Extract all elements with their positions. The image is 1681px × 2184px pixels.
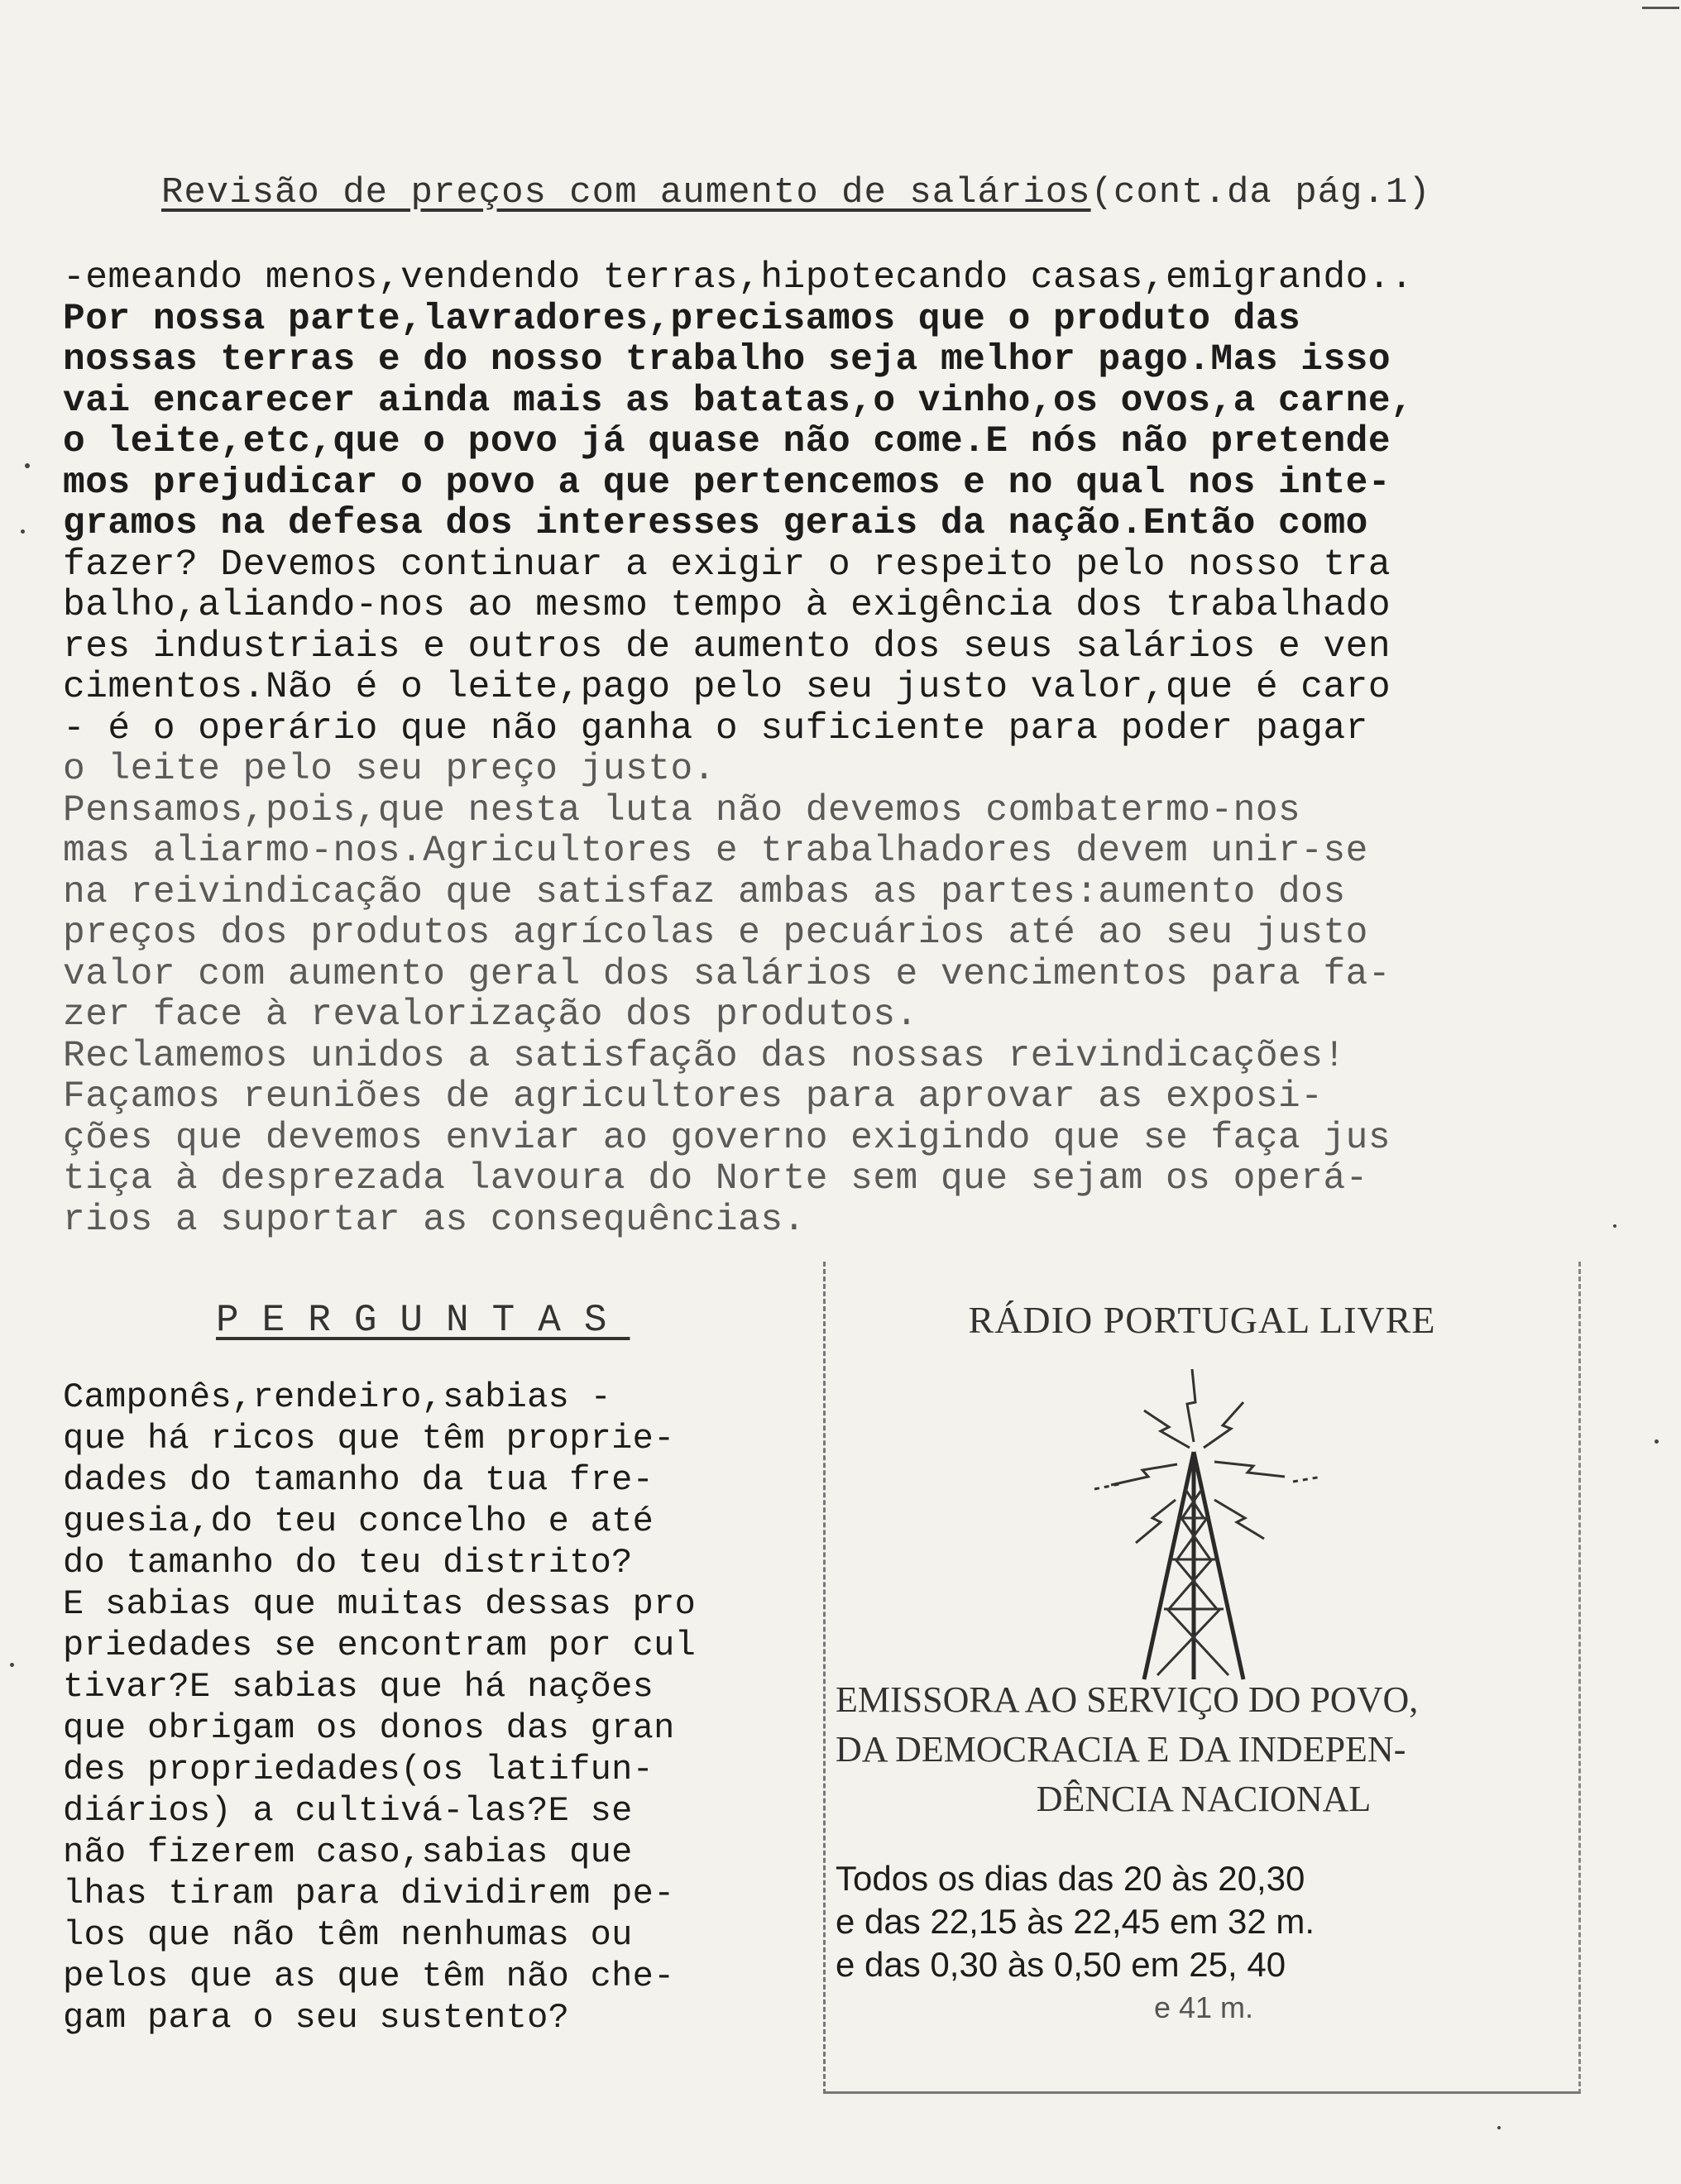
schedule-line: Todos os dias das 20 às 20,30 <box>836 1859 1305 1898</box>
schedule-line: e 41 m. <box>1153 1990 1254 2024</box>
radio-desc-line: DÊNCIA NACIONAL <box>1036 1779 1372 1819</box>
article-line: Por nossa parte,lavradores,precisamos que o produto das <box>63 298 1301 340</box>
perguntas-line: gam para o seu sustento? <box>63 1998 570 2038</box>
perguntas-line: los que não têm nenhumas ou <box>63 1915 633 1955</box>
article-line: mos prejudicar o povo a que pertencemos e no qual nos inte- <box>63 462 1391 504</box>
radio-description <box>836 1675 1572 1824</box>
radio-title: RÁDIO PORTUGAL LIVRE <box>968 1299 1436 1341</box>
article-line: Pensamos,pois,que nesta luta não devemos combatermo-nos <box>63 789 1301 831</box>
article-body <box>63 258 1568 1241</box>
article-line: cimentos.Não é o leite,pago pelo seu justo valor,que é caro <box>63 667 1391 708</box>
perguntas-line: tivar?E sabias que há nações <box>63 1667 654 1707</box>
article-line: - é o operário que não ganha o suficiente para poder pagar <box>63 707 1368 750</box>
perguntas-line: priedades se encontram por cul <box>63 1626 697 1665</box>
perguntas-title: PERGUNTAS <box>216 1299 630 1342</box>
radio-tower-icon <box>1045 1353 1343 1684</box>
article-line: o leite,etc,que o povo já quase não come.E nós não pretende <box>63 421 1391 462</box>
article-title: Revisão de preços com aumento de salários <box>161 172 1091 213</box>
perguntas-line: Camponês,rendeiro,sabias - <box>63 1377 612 1417</box>
perguntas-line: E sabias que muitas dessas pro <box>63 1584 697 1624</box>
article-line: ções que devemos enviar ao governo exigindo que se faça jus <box>63 1117 1391 1159</box>
print-speck <box>1613 1224 1616 1228</box>
print-speck <box>25 463 30 468</box>
print-speck <box>21 529 25 534</box>
perguntas-body <box>63 1377 807 2038</box>
article-line: tiça à desprezada lavoura do Norte sem que sejam os operá- <box>63 1158 1368 1200</box>
radio-desc-line: DA DEMOCRACIA E DA INDEPEN- <box>836 1729 1406 1770</box>
article-line: valor com aumento geral dos salários e vencimentos para fa- <box>63 953 1391 995</box>
article-line: gramos na defesa dos interesses gerais da nação.Então como <box>63 503 1368 544</box>
schedule-line: e das 0,30 às 0,50 em 25, 40 <box>836 1945 1286 1984</box>
radio-portugal-livre-box <box>823 1262 1581 2094</box>
radio-desc-line: EMISSORA AO SERVIÇO DO POVO, <box>836 1679 1419 1720</box>
perguntas-line: do tamanho do teu distrito? <box>63 1543 633 1583</box>
article-line: Reclamemos unidos a satisfação das nossas reivindicações! <box>63 1035 1346 1077</box>
print-speck <box>1655 1439 1659 1444</box>
article-continuation: (cont.da pág.1) <box>1090 172 1431 213</box>
perguntas-line: que obrigam os donos das gran <box>63 1708 675 1748</box>
article-line: Façamos reuniões de agricultores para aprovar as exposi- <box>63 1076 1324 1118</box>
perguntas-line: lhas tiram para dividirem pe- <box>63 1874 675 1913</box>
article-line: vai encarecer ainda mais as batatas,o vinho,os ovos,a carne, <box>63 380 1414 422</box>
article-line: balho,aliando-nos ao mesmo tempo à exigência dos trabalhado <box>63 585 1391 626</box>
perguntas-line: não fizerem caso,sabias que <box>63 1832 633 1872</box>
article-line: na reivindicação que satisfaz ambas as partes:aumento dos <box>63 871 1346 913</box>
schedule-line: e das 22,15 às 22,45 em 32 m. <box>836 1902 1315 1941</box>
article-line: nossas terras e do nosso trabalho seja melhor pago.Mas isso <box>63 339 1391 381</box>
article-line: o leite pelo seu preço justo. <box>63 749 716 790</box>
article-line: res industriais e outros de aumento dos seus salários e ven <box>63 625 1391 668</box>
article-line: preços dos produtos agrícolas e pecuários até ao seu justo <box>63 912 1368 954</box>
article-line: zer face à revalorização dos produtos. <box>63 994 918 1036</box>
perguntas-section <box>63 1299 807 2038</box>
perguntas-line: dades do tamanho da tua fre- <box>63 1460 654 1500</box>
edge-mark <box>1642 7 1679 9</box>
article-line: -emeando menos,vendendo terras,hipotecando casas,emigrando.. <box>63 257 1414 299</box>
article-line: rios a suportar as consequências. <box>63 1199 806 1241</box>
perguntas-line: que há ricos que têm proprie- <box>63 1419 675 1458</box>
article-line: mas aliarmo-nos.Agricultores e trabalhadores devem unir-se <box>63 831 1368 872</box>
radio-schedule <box>836 1857 1572 2029</box>
perguntas-line: diários) a cultivá-las?E se <box>63 1791 633 1831</box>
article-header <box>161 172 1601 213</box>
perguntas-line: des propriedades(os latifun- <box>63 1750 654 1789</box>
article-line: fazer? Devemos continuar a exigir o respeito pelo nosso tra <box>63 544 1391 586</box>
print-speck <box>10 1663 14 1667</box>
print-speck <box>1497 2126 1501 2129</box>
perguntas-line: pelos que as que têm não che- <box>63 1956 675 1996</box>
perguntas-line: guesia,do teu concelho e até <box>63 1502 654 1541</box>
